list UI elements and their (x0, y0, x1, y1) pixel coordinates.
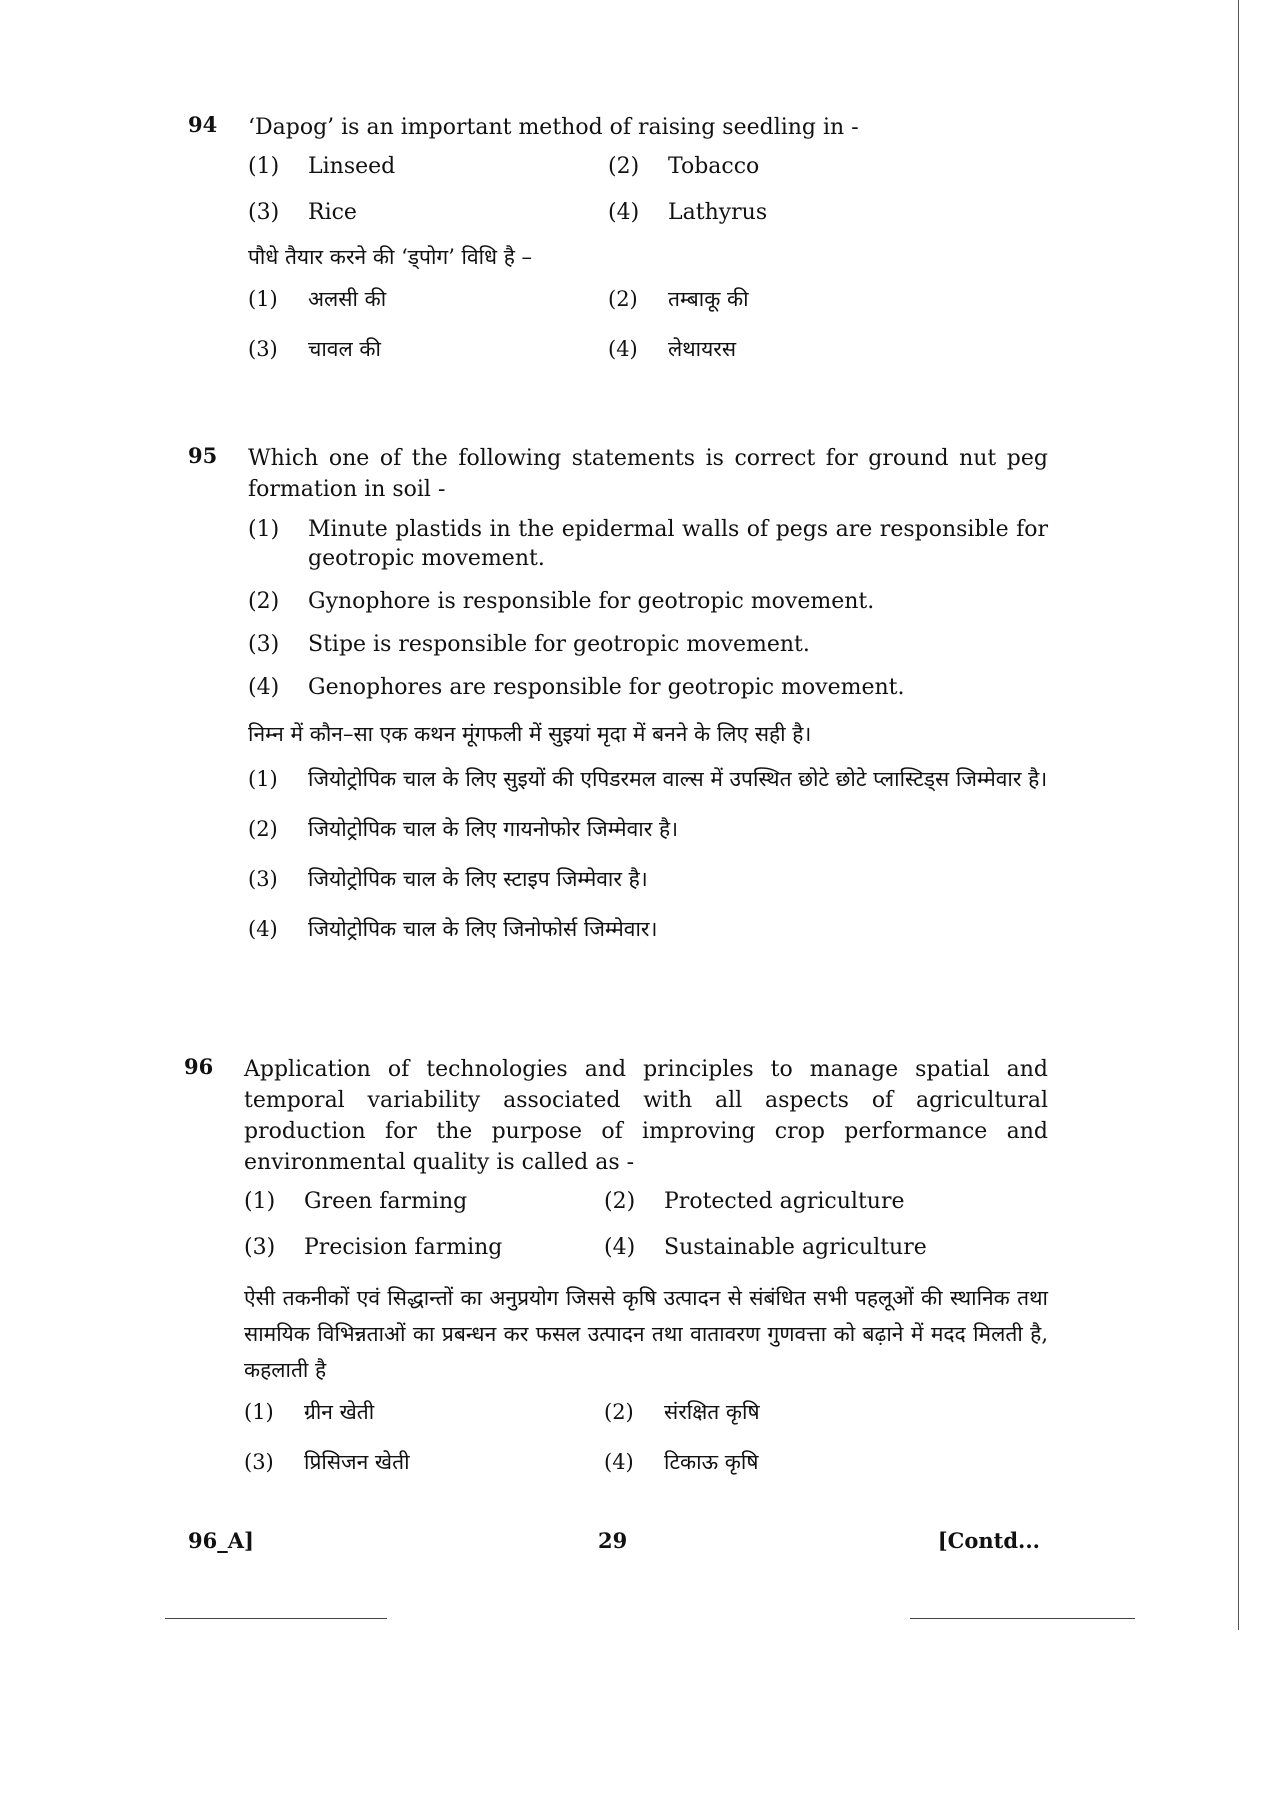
option-number: (1) (248, 517, 280, 542)
option-number: (1) (244, 1400, 274, 1424)
option-text: जियोट्रोपिक चाल के लिए जिनोफोर्स जिम्मेवार। (308, 917, 658, 941)
options-en (244, 1188, 1048, 1262)
option-text: अलसी की (308, 287, 387, 311)
option-number: (2) (608, 287, 638, 311)
option-text: तम्बाकू की (668, 287, 749, 311)
option-number: (3) (244, 1450, 274, 1474)
booklet-code: 96_A] (188, 1528, 254, 1553)
option-text: Genophores are responsible for geotropic movement. (308, 675, 905, 700)
question-number: 96 (184, 1054, 214, 1079)
option-number: (1) (248, 767, 278, 791)
option-number: (2) (248, 817, 278, 841)
question-number: 95 (188, 443, 218, 468)
option-number: (1) (248, 154, 280, 179)
option-text: Tobacco (668, 154, 760, 179)
option-number: (4) (248, 917, 278, 941)
scan-edge-line (1238, 0, 1239, 1630)
page-number: 29 (598, 1528, 628, 1553)
option-text: जियोट्रोपिक चाल के लिए गायनोफोर जिम्मेवार है। (308, 817, 679, 841)
option-text: चावल की (308, 337, 381, 361)
option-number: (3) (244, 1235, 276, 1260)
option-text: Linseed (308, 154, 396, 179)
question-text-en: ‘Dapog’ is an important method of raising seedling in - (248, 115, 859, 140)
option-text: जियोट्रोपिक चाल के लिए सुइयों की एपिडरमल वाल्स में उपस्थित छोटे छोटे प्लास्टिड्स जिम्मेवार है। (308, 767, 1048, 791)
question-94 (188, 112, 1048, 385)
option-text: टिकाऊ कृषि (664, 1450, 759, 1474)
option-text: Green farming (304, 1189, 468, 1214)
options-en (248, 515, 1048, 702)
question-text-hi: निम्न में कौन–सा एक कथन मूंगफली में सुइयां मृदा में बनने के लिए सही है। (248, 722, 812, 746)
option-number: (1) (248, 287, 278, 311)
option-text: संरक्षित कृषि (664, 1400, 760, 1424)
option-number: (4) (608, 200, 640, 225)
options-hi (244, 1398, 1048, 1476)
option-number: (4) (604, 1235, 636, 1260)
continued-marker: [Contd... (937, 1528, 1040, 1553)
option-text: Stipe is responsible for geotropic movement. (308, 632, 810, 657)
option-number: (3) (248, 632, 280, 657)
option-text: ग्रीन खेती (304, 1400, 375, 1424)
option-number: (2) (608, 154, 640, 179)
question-96 (184, 1054, 1048, 1498)
footer-rule-right (910, 1618, 1135, 1619)
option-number: (1) (244, 1189, 276, 1214)
question-text-en: Application of technologies and principles to manage spatial and temporal variability associated with all aspects of agricultural production for the purpose of improving crop performance and environmental quality is called as - (244, 1057, 1048, 1175)
option-number: (4) (608, 337, 638, 361)
options-hi (248, 285, 1048, 363)
option-text: जियोट्रोपिक चाल के लिए स्टाइप जिम्मेवार है। (308, 867, 648, 891)
option-text: Sustainable agriculture (664, 1235, 927, 1260)
question-text-en: Which one of the following statements is correct for ground nut peg formation in soil - (248, 446, 1048, 502)
question-95 (188, 443, 1048, 962)
options-en (248, 153, 1048, 227)
option-number: (4) (248, 675, 280, 700)
option-number: (2) (604, 1400, 634, 1424)
option-number: (3) (248, 867, 278, 891)
option-number: (2) (604, 1189, 636, 1214)
option-text: Precision farming (304, 1235, 503, 1260)
option-text: लेथायरस (668, 337, 737, 361)
option-text: Minute plastids in the epidermal walls of pegs are responsible for geotropic movement. (308, 517, 1048, 571)
options-hi (248, 762, 1048, 946)
option-text: Rice (308, 200, 357, 225)
question-number: 94 (188, 112, 218, 137)
option-number: (3) (248, 337, 278, 361)
question-text-hi: ऐसी तकनीकों एवं सिद्धान्तों का अनुप्रयोग जिससे कृषि उत्पादन से संबंधित सभी पहलूओं की स्थानिक तथा सामयिक विभिन्नताओं का प्रबन्धन कर फसल उत्पादन तथा वातावरण गुणवत्ता को बढ़ाने में मदद मिलती है, कहलाती है (244, 1286, 1048, 1382)
option-number: (3) (248, 200, 280, 225)
option-text: Gynophore is responsible for geotropic movement. (308, 589, 875, 614)
option-text: Lathyrus (668, 200, 768, 225)
option-text: Protected agriculture (664, 1189, 905, 1214)
option-number: (2) (248, 589, 280, 614)
option-text: प्रिसिजन खेती (304, 1450, 410, 1474)
footer-rule-left (165, 1618, 387, 1619)
option-number: (4) (604, 1450, 634, 1474)
question-text-hi: पौधे तैयार करने की ‘ड्पोग’ विधि है – (248, 245, 533, 269)
